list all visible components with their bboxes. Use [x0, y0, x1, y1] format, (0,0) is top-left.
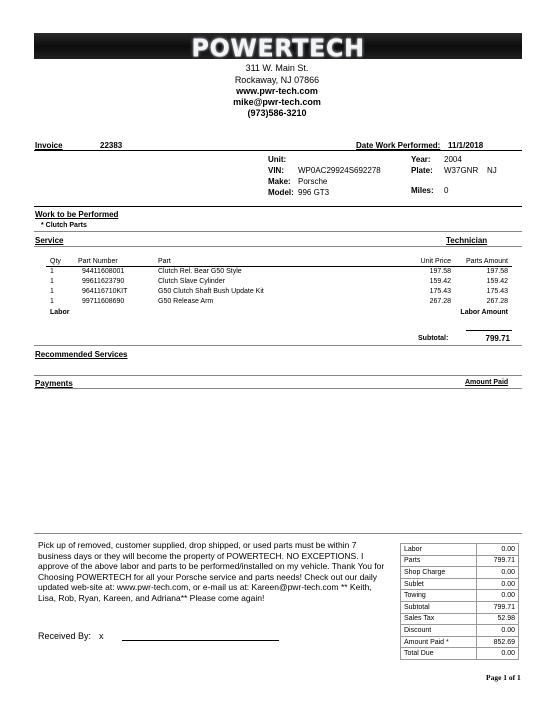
totals-row: [401, 578, 519, 590]
totals-value: 52.98: [477, 613, 519, 625]
amount-paid-heading: Amount Paid: [465, 379, 509, 386]
recommended-heading: Recommended Services: [35, 350, 128, 359]
signature-line: [122, 640, 279, 641]
vehicle-divider: [34, 206, 522, 207]
totals-label: Subtotal: [401, 601, 477, 613]
row-unit-price: 267.28: [429, 298, 451, 305]
row-part: G50 Release Arm: [158, 298, 214, 305]
invoice-label: Invoice: [35, 141, 63, 150]
subtotal-rule: [466, 330, 512, 331]
totals-value: 0.00: [477, 578, 519, 590]
subtotal-label: Subtotal:: [418, 335, 449, 342]
received-by-label: Received By:: [38, 631, 92, 641]
subtotal-divider: [34, 345, 522, 346]
totals-label: Discount: [401, 625, 477, 637]
page-number: Page 1 of 1: [486, 673, 521, 682]
work-item: * Clutch Parts: [41, 222, 87, 229]
vin-label: VIN:: [268, 166, 284, 175]
totals-row: [401, 555, 519, 567]
col-qty: Qty: [50, 258, 61, 265]
date-work-performed: 11/1/2018: [448, 141, 484, 150]
company-email: mike@pwr-tech.com: [233, 97, 321, 107]
totals-value: 0.00: [477, 625, 519, 637]
company-city: Rockaway, NJ 07866: [234, 75, 320, 85]
recommended-divider: [34, 375, 522, 376]
service-heading: Service: [35, 236, 64, 245]
invoice-divider: [34, 150, 522, 151]
row-amount: 267.28: [486, 298, 508, 305]
totals-label: Sales Tax: [401, 613, 477, 625]
totals-label: Shop Charge: [401, 567, 477, 579]
miles-label: Miles:: [411, 186, 434, 195]
totals-table: [400, 543, 519, 660]
payments-heading: Payments: [35, 379, 73, 388]
miles-value: 0: [444, 186, 449, 195]
totals-value: 799.71: [477, 555, 519, 567]
totals-value: 852.69: [477, 636, 519, 648]
labor-label: Labor: [50, 309, 70, 316]
row-qty: 1: [50, 288, 54, 295]
terms-text: Pick up of removed, customer supplied, drop shipped, or used parts must be within 7 business days or they will become the property of POWERTECH. NO EXCEPTIONS. I approve of the above labor and parts to be performed/installed on my vehicle. Thank You for Choosing POWERTECH for all your Porsche service and parts needs! Check out our daily updated web-site at: www.pwr-tech.com, or e-mail us at: Kareen@pwr-tech.com ** Keith, Lisa, Rob, Ryan, Kareen, and Adriana** Please come again!: [38, 540, 385, 603]
parts-header-rule: [46, 266, 512, 267]
make-value: Porsche: [298, 177, 328, 186]
totals-label: Sublet: [401, 578, 477, 590]
footer-divider: [34, 533, 522, 534]
totals-value: 0.00: [477, 567, 519, 579]
row-part-number: 99611623790: [82, 278, 125, 285]
row-part: Clutch Slave Cylinder: [158, 278, 225, 285]
totals-row: [401, 601, 519, 613]
vin-value: WP0AC29924S692278: [298, 166, 381, 175]
row-amount: 175.43: [486, 288, 508, 295]
col-parts-amount: Parts Amount: [465, 258, 508, 265]
col-part-number: Part Number: [78, 258, 118, 265]
row-unit-price: 197.58: [429, 268, 451, 275]
labor-amount-label: Labor Amount: [460, 309, 508, 316]
subtotal-value: 799.71: [485, 334, 510, 343]
totals-row: [401, 567, 519, 579]
totals-value: 799.71: [477, 601, 519, 613]
row-qty: 1: [50, 268, 54, 275]
row-part: G50 Clutch Shaft Bush Update Kit: [158, 288, 264, 295]
row-qty: 1: [50, 298, 54, 305]
technician-label: Technician: [446, 236, 488, 245]
company-logo-banner: [34, 33, 522, 62]
col-part: Part: [158, 258, 171, 265]
totals-value: 0.00: [477, 544, 519, 556]
totals-row: [401, 625, 519, 637]
row-qty: 1: [50, 278, 54, 285]
totals-value: 0.00: [477, 590, 519, 602]
row-part: Clutch Rel. Bear G50 Style: [158, 268, 242, 275]
totals-label: Total Due: [401, 648, 477, 660]
row-unit-price: 159.42: [429, 278, 451, 285]
row-part-number: 94411608001: [82, 268, 125, 275]
unit-label: Unit:: [268, 155, 287, 164]
company-address: 311 W. Main St.: [245, 63, 309, 73]
totals-value: 0.00: [477, 648, 519, 660]
row-amount: 197.58: [486, 268, 508, 275]
totals-row: [401, 636, 519, 648]
signature-mark: x: [99, 631, 104, 641]
totals-row: [401, 590, 519, 602]
row-part-number: 964116710KIT: [82, 288, 128, 295]
invoice-number: 22383: [100, 141, 123, 150]
totals-label: Amount Paid *: [401, 636, 477, 648]
totals-row: [401, 613, 519, 625]
row-unit-price: 175.43: [429, 288, 451, 295]
totals-label: Parts: [401, 555, 477, 567]
year-value: 2004: [444, 155, 462, 164]
year-label: Year:: [411, 155, 431, 164]
date-work-performed-label: Date Work Performed:: [356, 141, 441, 150]
totals-label: Labor: [401, 544, 477, 556]
company-website: www.pwr-tech.com: [236, 86, 318, 96]
row-amount: 159.42: [486, 278, 508, 285]
service-divider: [34, 246, 522, 247]
company-logo: POWERTECH: [191, 34, 365, 62]
plate-state: NJ: [487, 166, 497, 175]
plate-value: W37GNR: [444, 166, 479, 175]
row-part-number: 99711608690: [82, 298, 125, 305]
totals-label: Towing: [401, 590, 477, 602]
work-divider: [34, 231, 522, 232]
model-label: Model:: [268, 188, 294, 197]
totals-row: [401, 544, 519, 556]
model-value: 996 GT3: [298, 188, 330, 197]
totals-row: [401, 648, 519, 660]
plate-label: Plate:: [411, 166, 433, 175]
work-heading: Work to be Performed: [35, 210, 119, 219]
make-label: Make:: [268, 177, 291, 186]
company-phone: (973)586-3210: [247, 108, 307, 118]
payments-divider: [34, 388, 522, 389]
col-unit-price: Unit Price: [420, 258, 451, 265]
